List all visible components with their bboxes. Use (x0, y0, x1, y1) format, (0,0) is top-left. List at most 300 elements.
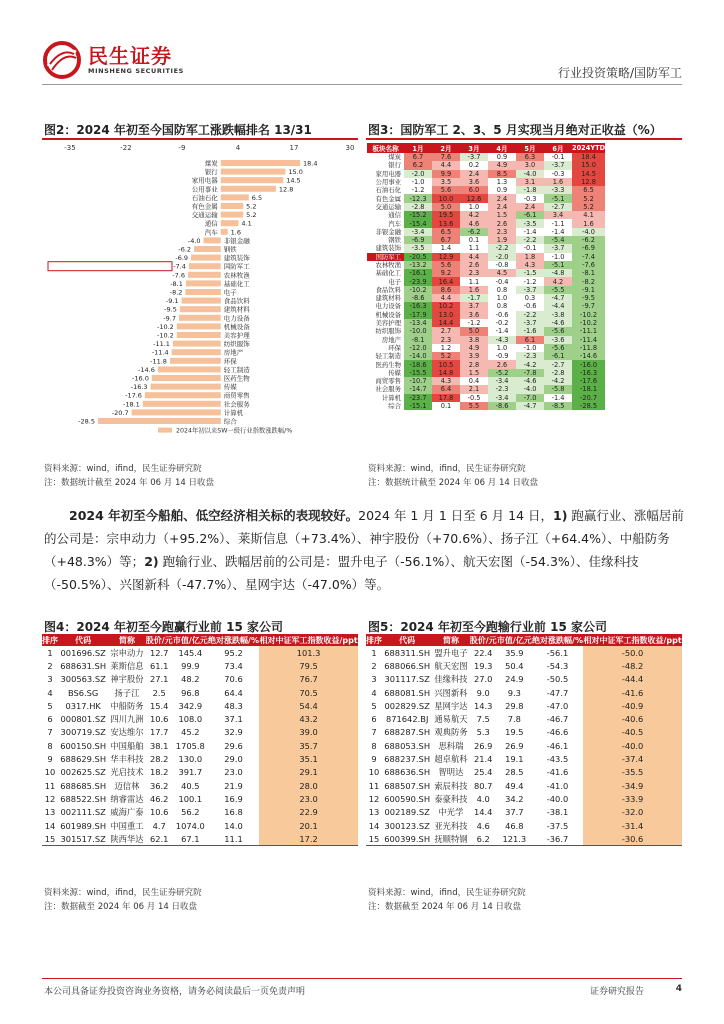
heatmap-cell: -0.4 (488, 277, 516, 285)
x-tick-label: 30 (345, 144, 355, 152)
heatmap-cell: 6.4 (432, 385, 460, 393)
category-label: 建筑装饰 (223, 254, 250, 263)
table-cell: 四川九洲 (110, 714, 144, 725)
data-label: -8.1 (170, 279, 183, 288)
table-cell: 688287.SH (384, 727, 431, 738)
heatmap-cell: -7.4 (572, 253, 605, 261)
heatmap-cell: -15.1 (404, 402, 432, 410)
table-row (366, 712, 682, 725)
table-row (366, 739, 682, 752)
table-row (42, 766, 358, 779)
heatmap-cell: -0.1 (516, 244, 544, 252)
heatmap-cell: 3.9 (460, 352, 488, 360)
heatmap-cell: 14.5 (572, 170, 605, 178)
table-row (366, 699, 682, 712)
heatmap-cell: 4.4 (460, 253, 488, 261)
heatmap-cell: -4.0 (516, 170, 544, 178)
data-label: -9.7 (163, 314, 176, 323)
table-cell: 28.5 (505, 767, 524, 778)
table-cell: 9 (47, 754, 53, 765)
table-cell: 002189.SZ (384, 807, 430, 818)
category-label: 交通运输 (191, 211, 218, 220)
category-label: 电子 (223, 288, 237, 297)
table-cell: 37.7 (505, 807, 524, 818)
table-cell: 43.2 (259, 712, 358, 725)
table-cell: -41.6 (583, 686, 682, 699)
table-cell: 688237.SH (384, 754, 431, 765)
table-cell: 130.0 (178, 754, 203, 765)
heatmap-cell: -4.0 (572, 228, 605, 236)
heatmap-cell: -1.8 (516, 186, 544, 194)
table-header: 相对中证军工指数收益/ppt (259, 636, 358, 645)
table-cell: -40.6 (583, 712, 682, 725)
heatmap-cell: -8.2 (572, 277, 605, 285)
heatmap-cell: -0.5 (460, 394, 488, 402)
heatmap-cell: -8.1 (404, 336, 432, 344)
heatmap-cell: 5.6 (432, 186, 460, 194)
table-cell: 4.0 (476, 793, 490, 804)
heatmap-cell: 2.4 (488, 203, 516, 211)
sector-name: 钢铁 (388, 236, 401, 245)
table-row (42, 832, 358, 846)
table-row (42, 792, 358, 805)
category-label: 银行 (204, 168, 218, 177)
data-label: -10.2 (157, 322, 174, 331)
bar (194, 246, 221, 252)
heatmap-cell: -3.5 (516, 219, 544, 227)
sector-name: 通信 (388, 211, 401, 220)
table-cell: 391.7 (178, 767, 203, 778)
sector-name: 社会服务 (375, 385, 401, 394)
heatmap-cell: -4.6 (516, 377, 544, 385)
category-label: 综合 (223, 417, 237, 426)
table-cell: 39.0 (259, 726, 358, 739)
fig3-title-rule (366, 138, 682, 140)
heatmap-cell: 2.6 (488, 219, 516, 227)
table-cell: 16.8 (224, 807, 243, 818)
table-header: 排序 (366, 636, 383, 645)
bar (221, 169, 286, 175)
fig2-title: 图2：2024 年初至今国防军工涨跌幅排名 13/31 (44, 123, 312, 137)
heatmap-cell: 19.5 (432, 211, 460, 219)
heatmap-cell: -3.6 (544, 336, 572, 344)
data-label: -20.7 (111, 408, 129, 417)
data-label: -7.6 (172, 271, 186, 280)
table-cell: 28.0 (259, 779, 358, 792)
heatmap-cell: -9.7 (572, 302, 605, 310)
table-header: 绝对涨跌幅/% (208, 636, 259, 645)
table-cell: -32.0 (583, 806, 682, 819)
table-cell: 101.3 (259, 646, 358, 659)
sector-name: 医药生物 (375, 360, 401, 369)
bar (143, 401, 221, 407)
heatmap-cell: 1.5 (488, 211, 516, 219)
para-lead: 2024 年初至今船舶、低空经济相关标的表现较好。 (69, 508, 359, 523)
heatmap-cell: 2.8 (460, 360, 488, 368)
heatmap-cell: 2.3 (488, 228, 516, 236)
heatmap-cell: 18.4 (572, 153, 605, 161)
table-cell: 10 (44, 767, 56, 778)
heatmap-cell: -6.1 (544, 352, 572, 360)
heatmap-row (367, 277, 605, 285)
table-cell: 扬子江 (114, 687, 140, 698)
heatmap-cell: -14.6 (572, 352, 605, 360)
table-row (42, 712, 358, 725)
table-cell: 145.4 (178, 647, 203, 658)
sector-name: 基础化工 (375, 269, 401, 278)
fig3-title: 图3：国防军工 2、3、5 月实现当月绝对正收益（%） (368, 123, 662, 137)
heatmap-cell: -0.9 (488, 352, 516, 360)
category-label: 钢铁 (223, 245, 237, 254)
heatmap-row (367, 319, 605, 327)
heatmap-cell: 2.4 (516, 203, 544, 211)
heatmap-cell: -10.2 (572, 311, 605, 319)
table-cell: 22.4 (473, 647, 493, 658)
heatmap-row (367, 269, 605, 277)
category-label: 煤炭 (204, 159, 218, 168)
table-cell: -50.0 (583, 646, 682, 659)
table-cell: 2 (47, 660, 53, 671)
table-cell: -40.0 (583, 739, 682, 752)
table-cell: -40.0 (546, 793, 569, 804)
heatmap-cell: 5.0 (460, 327, 488, 335)
table-cell: 陕西华达 (108, 832, 145, 846)
sector-name: 国防军工 (367, 253, 404, 261)
table-cell: -37.4 (583, 752, 682, 765)
heatmap-cell: 17.8 (432, 394, 460, 402)
heatmap-row (367, 203, 605, 211)
heatmap-cell: -2.7 (544, 360, 572, 368)
data-label: -16.0 (132, 374, 149, 383)
heatmap-row (367, 369, 605, 377)
table-cell: 中国重工 (110, 820, 144, 831)
table-header: 股价/元 (469, 636, 497, 645)
bar (179, 315, 221, 321)
fig5-source-text: 资料来源：wind，ifind，民生证券研究院 (368, 888, 526, 898)
table-cell: -30.6 (583, 832, 682, 846)
heatmap-cell: 2.4 (460, 170, 488, 178)
data-label: -6.9 (175, 254, 189, 263)
table-cell: 80.7 (473, 780, 493, 791)
page-number: 4 (675, 984, 682, 994)
table-cell: 76.7 (259, 673, 358, 686)
table-cell: 45.2 (181, 727, 200, 738)
bar (170, 358, 221, 364)
heatmap-cell: 1.0 (460, 203, 488, 211)
table-cell: 智明达 (438, 767, 464, 778)
data-label: -28.5 (78, 417, 95, 426)
bar (151, 384, 221, 390)
heatmap-cell: 5.5 (460, 402, 488, 410)
x-tick-label: 4 (235, 144, 241, 152)
heatmap-cell: 6.7 (404, 153, 432, 161)
heatmap-cell: 0.8 (488, 286, 516, 294)
heatmap-cell: -1.4 (488, 327, 516, 335)
heatmap-cell: -1.0 (404, 178, 432, 186)
table-row (42, 686, 358, 699)
table-cell: 13 (368, 807, 380, 818)
table-cell: 13 (44, 807, 56, 818)
table-cell: 20.1 (259, 819, 358, 832)
table-row (42, 699, 358, 712)
data-label: -14.6 (138, 365, 155, 374)
table-cell: 688066.SH (384, 660, 431, 671)
heatmap-cell: 9.9 (432, 170, 460, 178)
heatmap-row (367, 294, 605, 302)
table-cell: 4.7 (152, 820, 166, 831)
table-cell: -31.4 (583, 819, 682, 832)
table-cell: 21.9 (224, 780, 243, 791)
sector-name: 银行 (388, 161, 401, 170)
table-cell: 16.9 (224, 793, 243, 804)
data-label: -18.1 (122, 400, 140, 409)
heatmap-cell: -5.5 (544, 286, 572, 294)
table-cell: 001696.SZ (60, 647, 106, 658)
heatmap-cell: 7.6 (432, 153, 460, 161)
sector-name: 建筑材料 (375, 294, 401, 303)
bar (177, 332, 221, 338)
sector-name: 电力设备 (375, 302, 401, 311)
heatmap-cell: 2.6 (460, 261, 488, 269)
heatmap-cell: 4.3 (432, 377, 460, 385)
heatmap-cell: 1.6 (460, 286, 488, 294)
table-cell: 中光学 (438, 807, 464, 818)
heatmap-cell: 0.1 (432, 402, 460, 410)
heatmap-cell: 6.5 (572, 186, 605, 194)
heatmap-cell: 1.6 (572, 219, 605, 227)
table-cell: 通易航天 (434, 714, 468, 725)
heatmap-cell: 5.2 (572, 203, 605, 211)
heatmap-header: 2024YTD (572, 144, 606, 152)
sector-name: 机械设备 (375, 310, 401, 319)
table-cell: 9 (371, 754, 377, 765)
bar (221, 229, 228, 235)
heatmap-cell: 0.4 (460, 377, 488, 385)
heatmap-cell: 0.9 (488, 153, 516, 161)
table-cell: 300123.SZ (384, 820, 430, 831)
category-label: 有色金属 (191, 202, 218, 211)
heatmap-cell: -3.7 (544, 161, 572, 169)
heatmap-row (367, 336, 605, 344)
table-row (42, 659, 358, 672)
heatmap-cell: 3.1 (516, 178, 544, 186)
table-cell: 0317.HK (65, 700, 101, 711)
para-rest1: 2024 年 1 月 1 日至 6 月 14 日， (358, 508, 553, 523)
heatmap-row (367, 327, 605, 335)
data-label: -11.8 (150, 357, 167, 366)
sector-name: 轻工制造 (375, 352, 401, 361)
bar (221, 203, 243, 209)
heatmap-cell: -10.2 (404, 286, 432, 294)
category-label: 机械设备 (223, 322, 250, 331)
heatmap-cell: -16.0 (572, 360, 605, 368)
table-cell: 1705.8 (175, 740, 205, 751)
heatmap-cell: -20.5 (404, 253, 432, 261)
heatmap-cell: 5.0 (432, 203, 460, 211)
table-header: 排序 (42, 636, 59, 645)
heatmap-cell: -2.2 (516, 236, 544, 244)
table-cell: 100.1 (178, 793, 203, 804)
heatmap-cell: 4.2 (460, 211, 488, 219)
table-cell: 19.3 (473, 660, 493, 671)
heatmap-cell: -1.2 (516, 277, 544, 285)
heatmap-cell: -17.9 (404, 311, 432, 319)
table-cell: 安达维尔 (110, 727, 144, 738)
heatmap-cell: -0.6 (516, 302, 544, 310)
heatmap-cell: 1.1 (460, 244, 488, 252)
para-p2: 2) (144, 554, 159, 569)
heatmap-cell: -1.1 (544, 219, 572, 227)
table-cell: 56.2 (181, 807, 200, 818)
data-label: -17.6 (125, 391, 142, 400)
heatmap-row (367, 228, 605, 236)
table-row (366, 752, 682, 765)
heatmap-cell: -4.4 (544, 302, 572, 310)
heatmap-cell: 12.9 (432, 253, 460, 261)
table-cell: -48.2 (583, 659, 682, 672)
heatmap-cell: -2.7 (544, 203, 572, 211)
table-cell: 21.4 (473, 754, 493, 765)
heatmap-cell: -16.1 (404, 269, 432, 277)
bar (132, 409, 221, 415)
table-cell: 35.1 (259, 752, 358, 765)
table-cell: -33.9 (583, 792, 682, 805)
heatmap-cell: -3.4 (404, 228, 432, 236)
table-row (366, 819, 682, 832)
heatmap-header: 4月 (488, 143, 516, 153)
heatmap-cell: -0.2 (488, 319, 516, 327)
legend-swatch (158, 428, 172, 433)
table-cell: 宗申动力 (110, 647, 144, 658)
table-cell: 002829.SZ (384, 700, 430, 711)
heatmap-cell: 1.8 (516, 253, 544, 261)
heatmap-cell: -5.1 (544, 194, 572, 202)
footer-divider (42, 978, 682, 979)
bar (221, 177, 283, 183)
table-cell: 12 (368, 793, 380, 804)
fig4-table (42, 636, 358, 846)
heatmap-cell: 8.6 (432, 286, 460, 294)
bar (180, 306, 221, 312)
heatmap-cell: -3.7 (516, 319, 544, 327)
body-paragraph (44, 504, 684, 596)
heatmap-cell: -3.4 (488, 377, 516, 385)
table-header: 市值/亿元 (172, 636, 208, 645)
table-cell: 23.0 (259, 792, 358, 805)
table-cell: 盟升电子 (434, 647, 468, 658)
heatmap-cell: -0.6 (488, 311, 516, 319)
heatmap-row (367, 302, 605, 310)
data-label: -9.5 (164, 305, 177, 314)
table-cell: 62.1 (146, 832, 173, 846)
table-cell: 6.2 (470, 832, 497, 846)
category-label: 石油石化 (191, 193, 218, 202)
table-cell: 索辰科技 (434, 780, 468, 791)
heatmap-cell: 3.6 (460, 178, 488, 186)
table-cell: 5 (47, 700, 53, 711)
heatmap-cell: -13.2 (404, 261, 432, 269)
heatmap-header: 板块名称 (367, 143, 404, 153)
heatmap-cell: 12.8 (572, 178, 605, 186)
heatmap-cell: 5.6 (432, 261, 460, 269)
heatmap-cell: -7.8 (516, 369, 544, 377)
heatmap-row (367, 161, 605, 169)
heatmap-cell: 13.6 (432, 219, 460, 227)
table-cell: 迈信林 (114, 780, 140, 791)
table-cell: 49.4 (505, 780, 524, 791)
heatmap-cell: -0.8 (488, 261, 516, 269)
table-header: 简称 (108, 636, 145, 646)
para-p1: 1) (553, 508, 568, 523)
table-cell: 121.3 (497, 832, 532, 846)
company-logo (42, 40, 184, 80)
sector-name: 商贸零售 (375, 377, 401, 386)
table-cell: 17.2 (259, 832, 358, 846)
heatmap-cell: -4.2 (516, 360, 544, 368)
heatmap-cell: -2.3 (488, 385, 516, 393)
heatmap-cell: -6.1 (516, 211, 544, 219)
fig4-source (44, 886, 202, 914)
table-cell: 星网宇达 (434, 700, 468, 711)
table-cell: 688522.SH (60, 793, 107, 804)
table-cell: 2 (371, 660, 377, 671)
table-row (366, 686, 682, 699)
heatmap-header: 3月 (460, 143, 488, 153)
table-cell: 26.9 (473, 740, 493, 751)
heatmap-cell: -3.5 (404, 244, 432, 252)
para-rest3: 跑输行业、跌幅居前的公司是：盟升电子（-56.1%）、航天宏图（-54.3%）、佳缘科技（-50.5%）、兴图新科（-47.7%）、星网宇达（-47.0%）等。 (44, 554, 639, 592)
heatmap-cell: -18.1 (572, 385, 605, 393)
heatmap-cell: -1.2 (460, 319, 488, 327)
table-cell: 64.4 (224, 687, 243, 698)
table-cell: 40.5 (181, 780, 200, 791)
heatmap-cell: 6.5 (432, 228, 460, 236)
data-label: 5.2 (246, 211, 257, 220)
table-cell: -34.9 (583, 779, 682, 792)
table-cell: -46.7 (546, 714, 569, 725)
table-cell: 26.9 (505, 740, 524, 751)
heatmap-cell: 3.8 (460, 336, 488, 344)
heatmap-cell: 5.2 (572, 194, 605, 202)
heatmap-cell: 0.1 (460, 236, 488, 244)
table-header: 相对中证军工指数收益/ppt (583, 636, 682, 645)
heatmap-cell: -6.2 (572, 236, 605, 244)
heatmap-cell: -3.8 (544, 311, 572, 319)
heatmap-cell: -15.4 (404, 219, 432, 227)
table-cell: 14 (368, 820, 380, 831)
table-cell: 99.9 (181, 660, 200, 671)
category-label: 传媒 (223, 383, 237, 392)
heatmap-cell: 1.0 (488, 294, 516, 302)
heatmap-cell: -1.5 (516, 269, 544, 277)
footer-disclaimer: 本公司具备证券投资咨询业务资格，请务必阅读最后一页免责声明 (44, 987, 306, 997)
heatmap-cell: 15.0 (572, 161, 605, 169)
table-cell: 342.9 (178, 700, 203, 711)
table-cell: 4 (47, 687, 53, 698)
table-cell: 37.1 (224, 714, 243, 725)
heatmap-cell: 1.5 (460, 369, 488, 377)
heatmap-cell: -7.6 (572, 261, 605, 269)
bar (191, 255, 221, 261)
data-label: 4.1 (241, 219, 252, 228)
category-label: 纺织服饰 (223, 340, 250, 349)
heatmap-row (367, 219, 605, 227)
heatmap-cell: 3.5 (432, 178, 460, 186)
heatmap-cell: 16.4 (432, 277, 460, 285)
heatmap-cell: -11.1 (572, 327, 605, 335)
para-rest2: 跑赢行业、涨幅居前的公司是：宗申动力（+95.2%）、莱斯信息（+73.4%）、神宇股份（+70.6%）、扬子江（+64.4%）、中船防务（+48.3%）等； (44, 508, 684, 569)
table-cell: 688507.SH (384, 780, 431, 791)
